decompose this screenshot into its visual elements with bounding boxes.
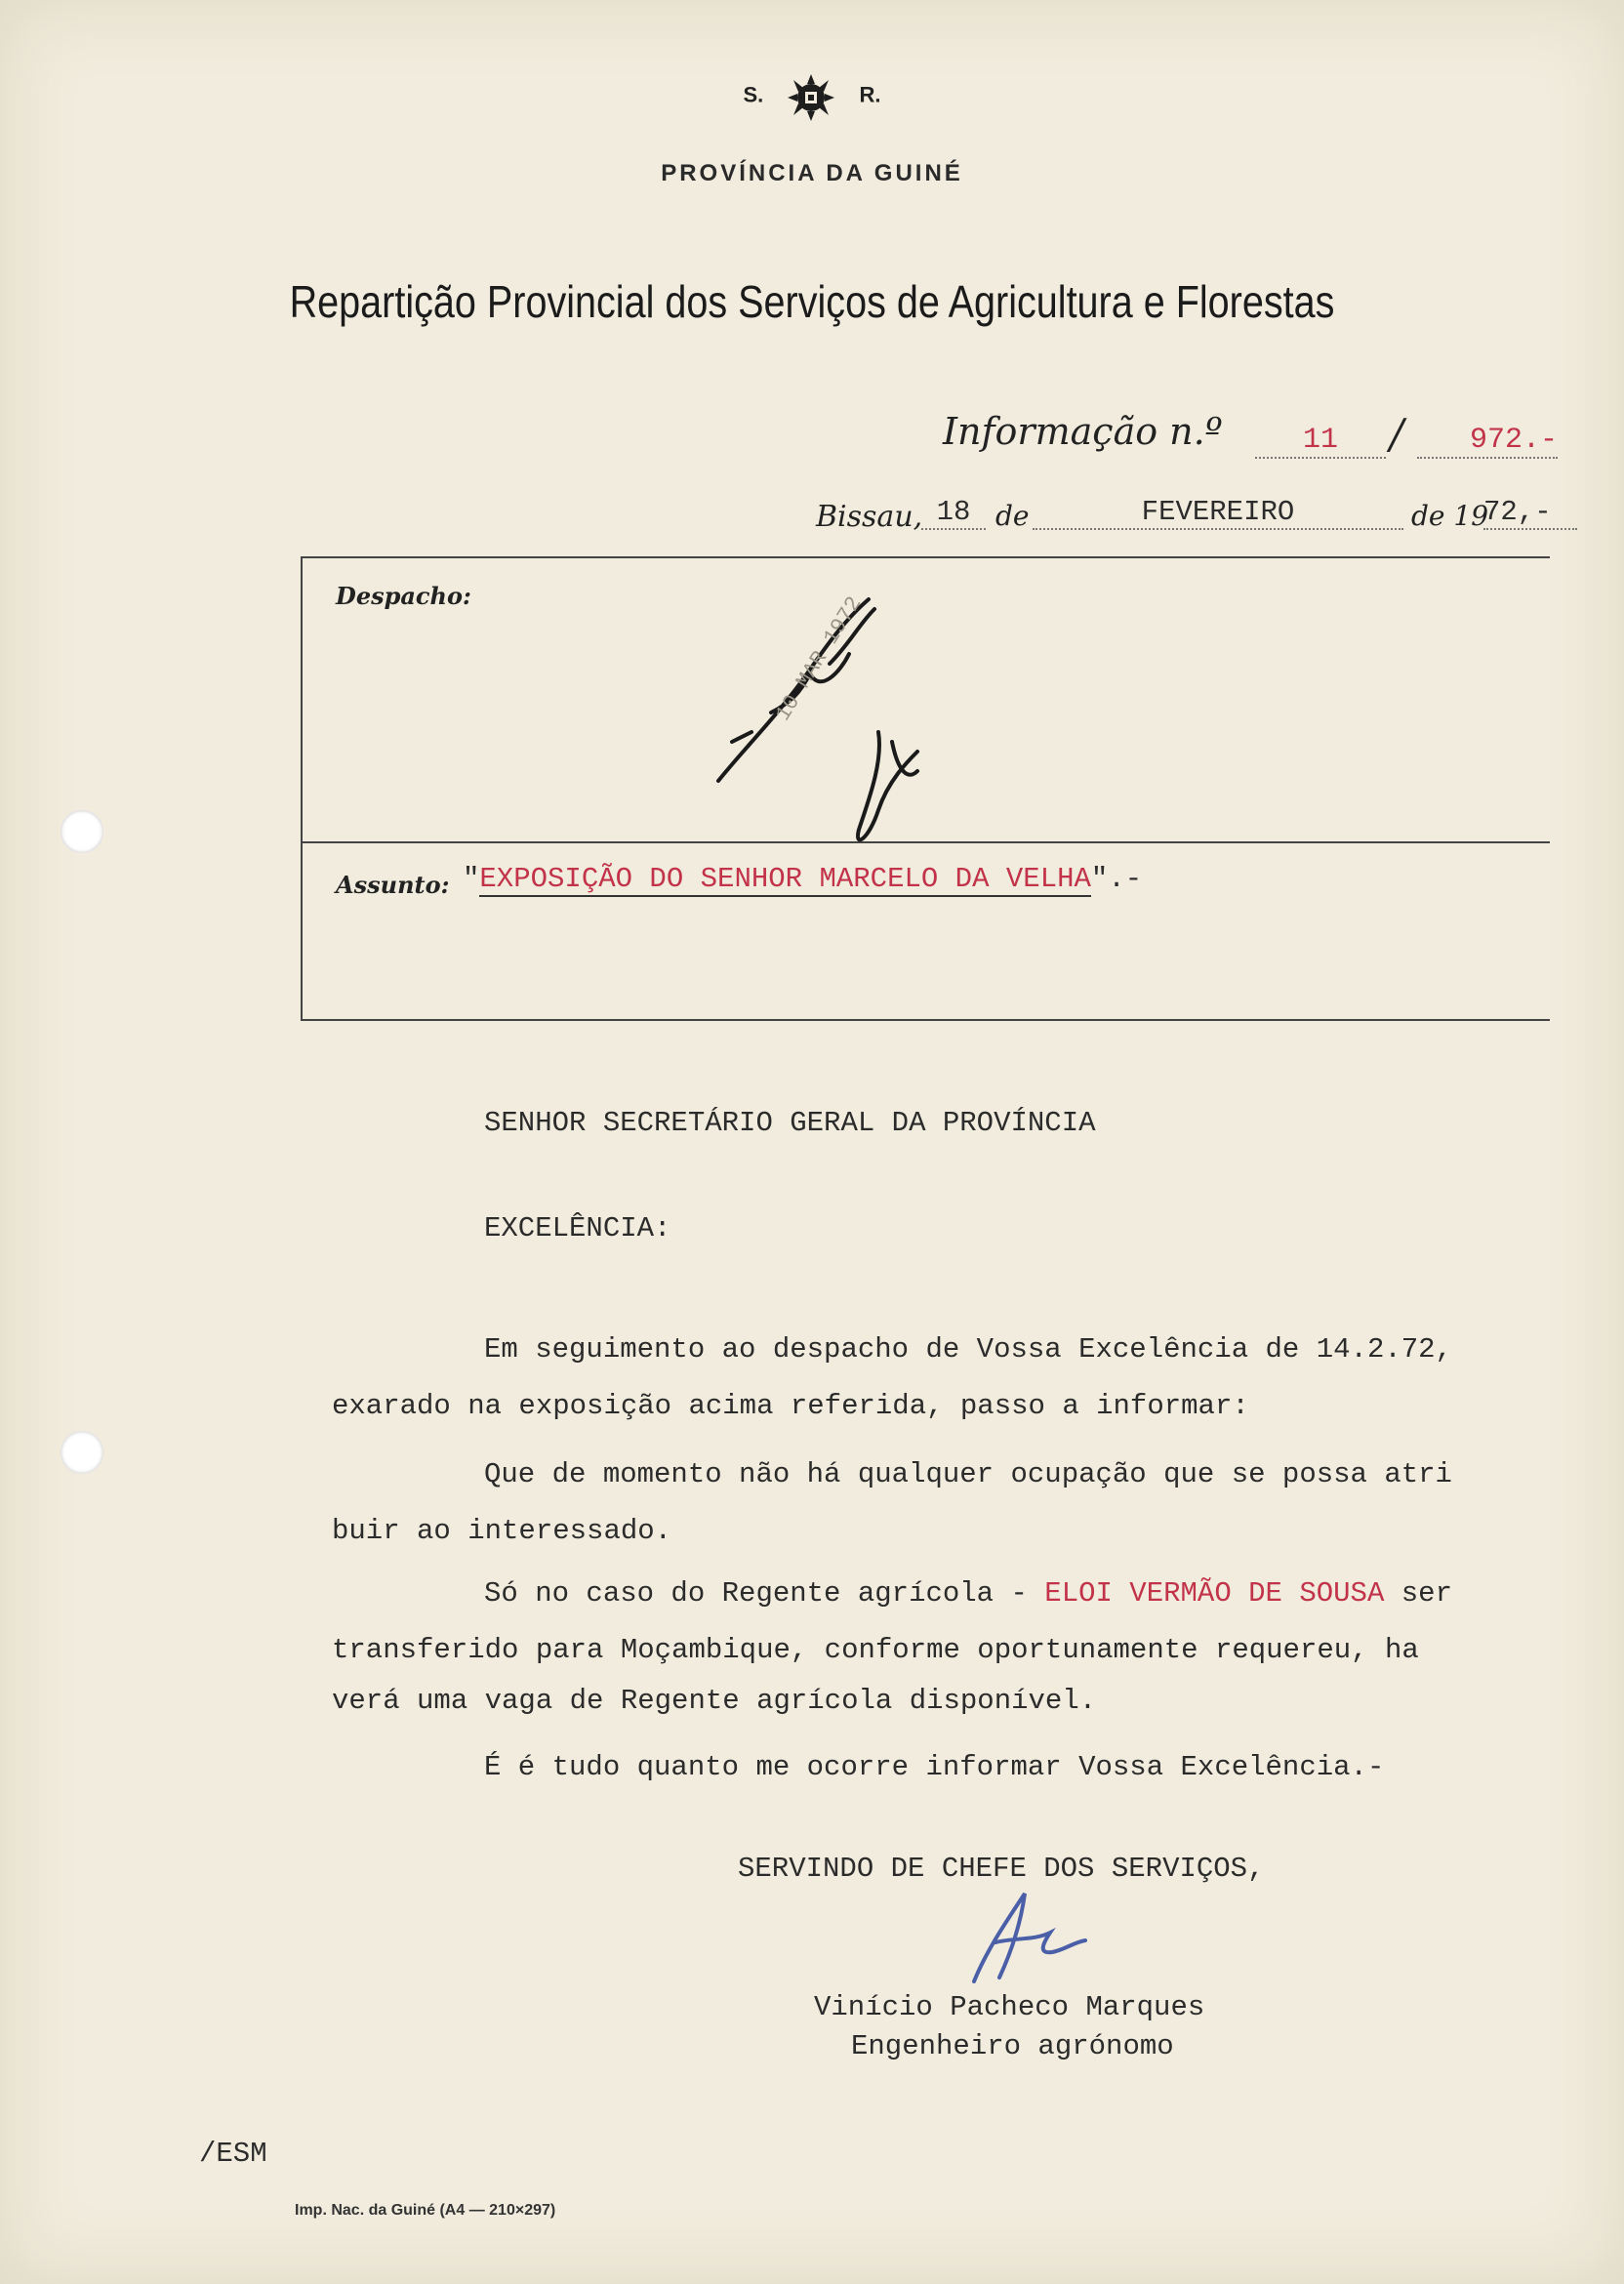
signature-role: SERVINDO DE CHEFE DOS SERVIÇOS, (738, 1853, 1265, 1885)
footer-reference: /ESM (199, 2138, 267, 2170)
p3-line1-start: Só no caso do Regente agrícola - (484, 1577, 1045, 1610)
header-right-letter: R. (859, 82, 881, 107)
box-left-line (301, 556, 303, 1021)
header-left-letter: S. (743, 82, 764, 107)
date-year-suffix: 72,- (1483, 496, 1577, 530)
assunto-quote-close: ".- (1090, 863, 1143, 895)
info-number: 11 (1255, 424, 1386, 459)
header-crest-row (0, 70, 1624, 125)
despacho-label: Despacho: (336, 582, 471, 610)
date-de-label: de (995, 500, 1030, 532)
assunto-label: Assunto: (336, 871, 450, 899)
date-month: FEVEREIRO (1033, 496, 1403, 530)
p3-line1 (484, 1577, 1452, 1610)
handwritten-despacho-signature (683, 586, 956, 859)
p1-line1: Em seguimento ao despacho de Vossa Excelência de 14.2.72, (484, 1333, 1452, 1366)
p2-line1: Que de momento não há qualquer ocupação que se possa atri (484, 1458, 1452, 1490)
coat-of-arms-icon (782, 70, 840, 125)
date-day: 18 (921, 496, 986, 530)
handwritten-signature (956, 1884, 1103, 1991)
date-place-label: Bissau, (816, 500, 923, 534)
box-bottom-line (301, 1019, 1550, 1021)
province-title: PROVÍNCIA DA GUINÉ (661, 160, 963, 186)
p4-line: É é tudo quanto me ocorre informar Vossa Excelência.- (484, 1751, 1385, 1783)
letter-addressee: SENHOR SECRETÁRIO GERAL DA PROVÍNCIA (484, 1107, 1096, 1139)
date-stamp: 10 MAR 1972 (771, 591, 868, 726)
info-label: Informação n.º (943, 410, 1223, 453)
signature-name: Vinício Pacheco Marques (814, 1991, 1205, 2023)
p3-line3: verá uma vaga de Regente agrícola disponível. (332, 1685, 1097, 1717)
info-year: 972.- (1417, 424, 1558, 459)
p2-line2: buir ao interessado. (332, 1515, 672, 1547)
department-title: Repartição Provincial dos Serviços de Agricultura e Florestas (289, 276, 1335, 327)
footer-printer: Imp. Nac. da Guiné (A4 — 210×297) (295, 2202, 556, 2219)
assunto-quote-open: " (463, 863, 480, 895)
signature-title: Engenheiro agrónomo (851, 2030, 1174, 2062)
p3-regent-name: ELOI VERMÃO DE SOUSA (1044, 1577, 1385, 1610)
letter-salutation: EXCELÊNCIA: (484, 1212, 671, 1244)
p1-line2: exarado na exposição acima referida, passo a informar: (332, 1390, 1249, 1422)
info-separator: / (1390, 410, 1404, 458)
box-top-line (301, 556, 1550, 558)
assunto-text: EXPOSIÇÃO DO SENHOR MARCELO DA VELHA (479, 863, 1091, 895)
p3-line2: transferido para Moçambique, conforme oportunamente requereu, ha (332, 1634, 1419, 1666)
punch-hole-bottom (61, 1431, 103, 1474)
p3-line1-end: ser (1384, 1577, 1452, 1610)
date-year-prefix: de 19 (1411, 500, 1489, 532)
punch-hole-top (61, 810, 103, 853)
assunto-line (463, 863, 1142, 895)
